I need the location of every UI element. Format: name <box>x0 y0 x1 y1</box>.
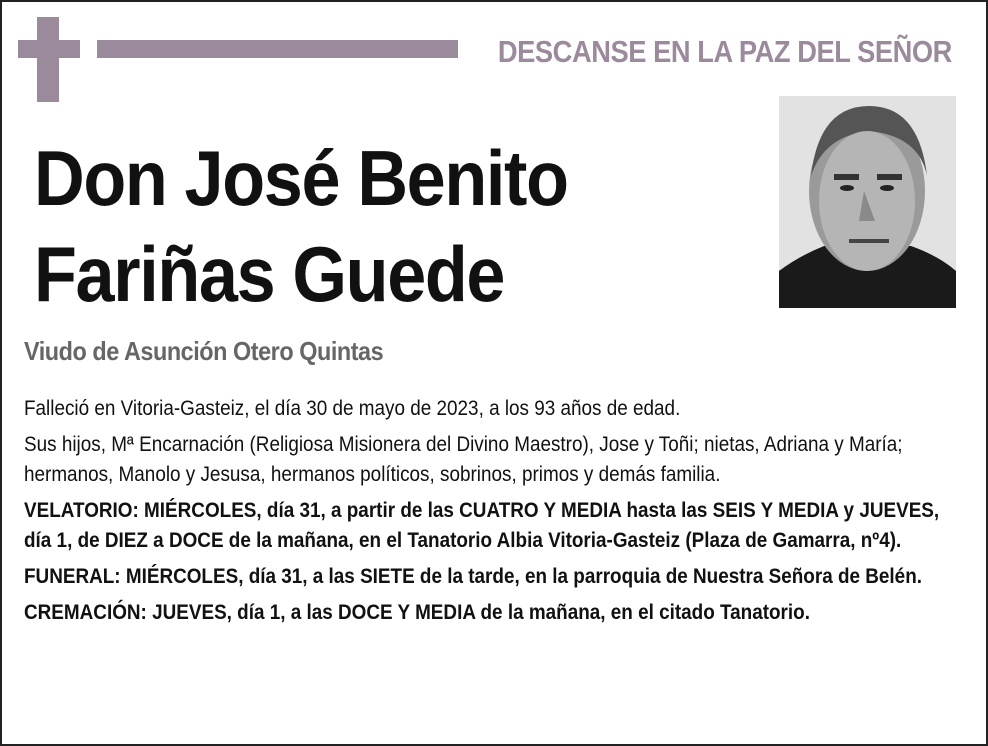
portrait-photo <box>779 96 956 308</box>
notice-body <box>24 394 951 634</box>
name-line-1: Don José Benito <box>34 134 568 222</box>
deceased-name <box>34 130 568 322</box>
cremation-paragraph: CREMACIÓN: JUEVES, día 1, a las DOCE Y MEDIA de la mañana, en el citado Tanatorio. <box>24 601 810 624</box>
family-paragraph: Sus hijos, Mª Encarnación (Religiosa Misionera del Divino Maestro), Jose y Toñi; nietas, Adriana y María; hermanos, Manolo y Jesusa, hermanos políticos, sobrinos, primos y demás familia. <box>24 433 903 486</box>
name-line-2: Fariñas Guede <box>34 230 505 318</box>
widow-of: Viudo de Asunción Otero Quintas <box>24 336 384 366</box>
wake-paragraph: VELATORIO: MIÉRCOLES, día 31, a partir de las CUATRO Y MEDIA hasta las SEIS Y MEDIA y JUEVES, día 1, de DIEZ a DOCE de la mañana, en el Tanatorio Albia Vitoria-Gasteiz (Plaza de Gamarra, nº4). <box>24 499 940 552</box>
tagline: DESCANSE EN LA PAZ DEL SEÑOR <box>497 34 952 69</box>
decorative-bar <box>97 40 458 58</box>
funeral-paragraph: FUNERAL: MIÉRCOLES, día 31, a las SIETE de la tarde, en la parroquia de Nuestra Señora de Belén. <box>24 565 923 588</box>
death-paragraph: Falleció en Vitoria-Gasteiz, el día 30 de mayo de 2023, a los 93 años de edad. <box>24 397 681 420</box>
